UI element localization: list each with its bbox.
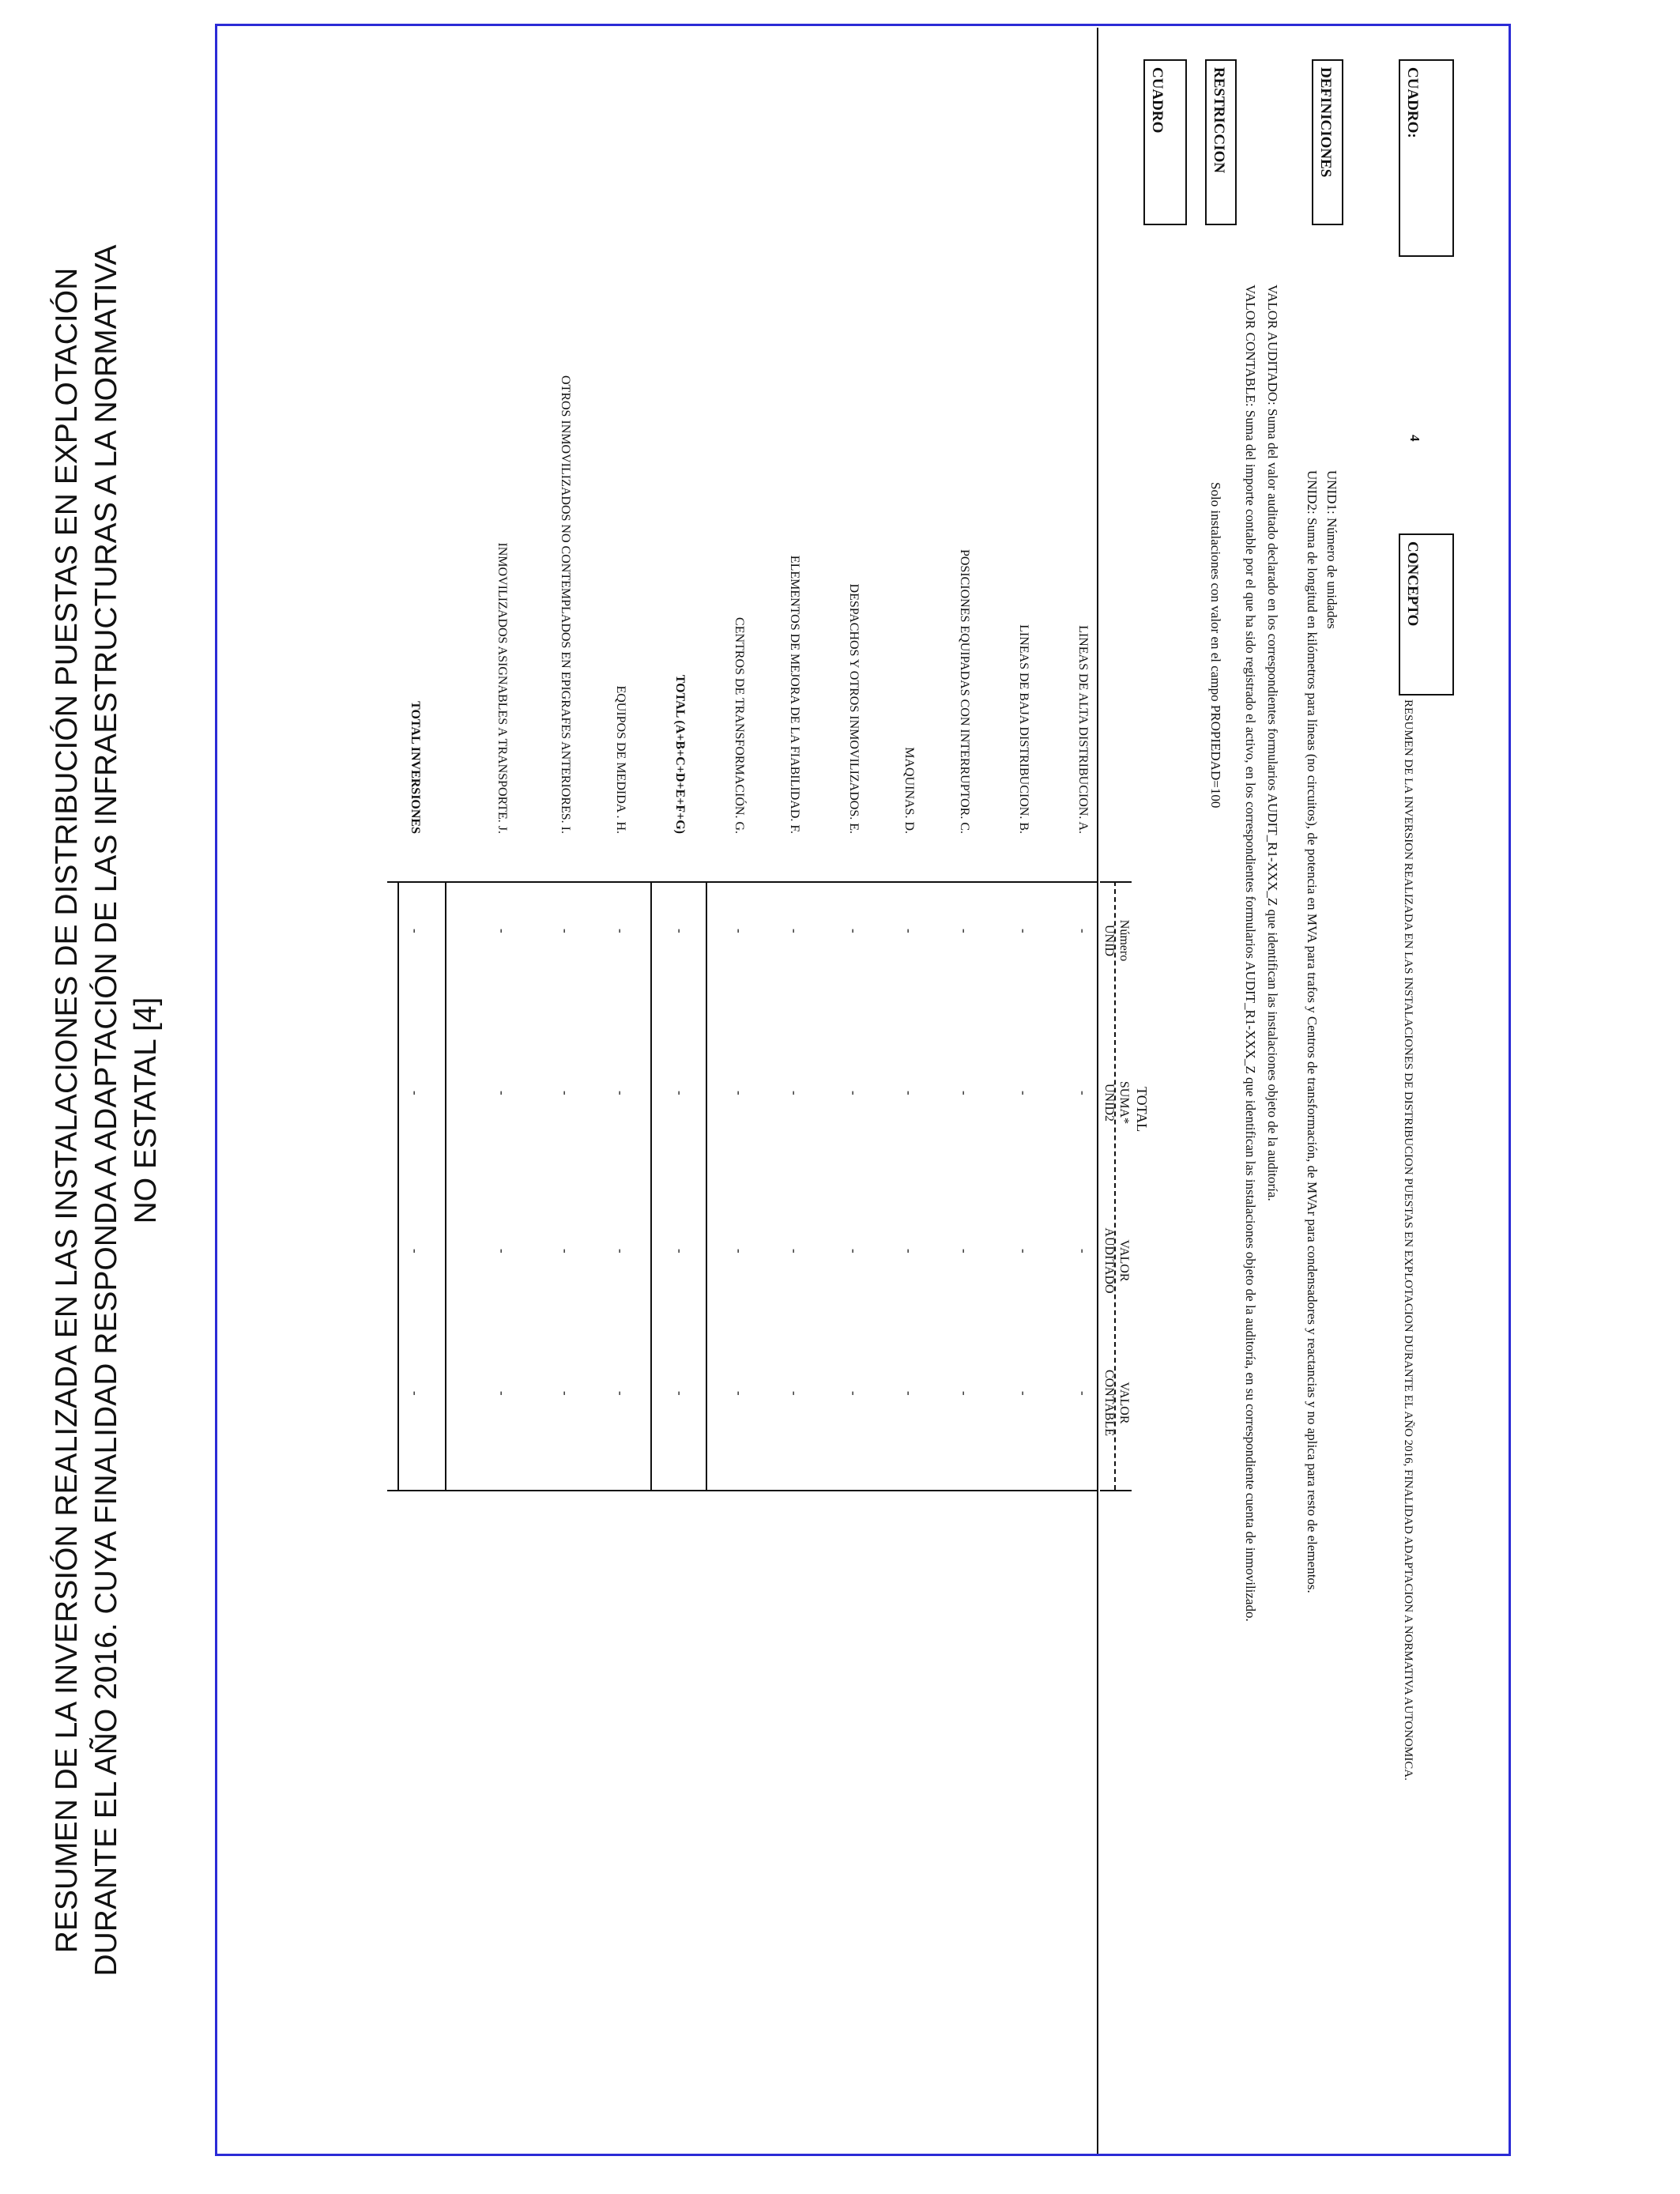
- row-value-cell: -: [495, 1091, 510, 1095]
- col-header-unid-bottom: UNID: [1102, 925, 1116, 956]
- row-value-cell: -: [902, 929, 917, 933]
- row-value-cell: -: [957, 1391, 972, 1396]
- row-value-cell: -: [732, 929, 747, 933]
- col-header-contable-bottom: CONTABLE: [1102, 1369, 1116, 1437]
- row-value-cell: -: [613, 929, 628, 933]
- row-value-cell: -: [732, 1091, 747, 1095]
- page-title: [32, 51, 182, 2169]
- row-value-cell: -: [1016, 929, 1031, 933]
- row-value-cell: -: [846, 1249, 861, 1253]
- row-value-cell: -: [846, 1091, 861, 1095]
- table-column-rule: [387, 881, 1098, 883]
- table-top-tick-right: [1100, 1490, 1132, 1491]
- row-label: INMOVILIZADOS ASIGNABLES A TRANSPORTE. J.: [495, 542, 509, 834]
- row-value-cell: -: [558, 1391, 573, 1396]
- row-label: OTROS INMOVILIZADOS NO CONTEMPLADOS EN EPIGRAFES ANTERIORES. I.: [559, 375, 572, 834]
- page-title-line-3: NO ESTATAL [4]: [129, 997, 163, 1224]
- row-value-cell: -: [495, 1249, 510, 1253]
- row-value-cell: -: [732, 1249, 747, 1253]
- definition-unid1: UNID1: Número de unidades: [1324, 470, 1339, 629]
- cuadro-label-box: [1399, 59, 1454, 257]
- row-value-cell: -: [408, 1091, 423, 1095]
- col-header-unid-top: Número: [1117, 919, 1131, 962]
- form-sheet: [223, 28, 1509, 2154]
- row-value-cell: -: [1075, 929, 1090, 933]
- restriccion-text: Solo instalaciones con valor en el campo PROPIEDAD=100: [1208, 482, 1223, 809]
- restriccion-label-box: [1205, 59, 1237, 225]
- row-value-cell: -: [787, 1391, 802, 1396]
- table-separator-rule: [650, 881, 652, 1490]
- row-value-cell: -: [902, 1249, 917, 1253]
- row-value-cell: -: [787, 929, 802, 933]
- row-value-cell: -: [558, 929, 573, 933]
- col-header-unid2: [1102, 1043, 1132, 1162]
- row-value-cell: -: [1016, 1391, 1031, 1396]
- row-label: POSICIONES EQUIPADAS CON INTERRUPTOR. C.: [958, 548, 971, 834]
- definiciones-label-box: [1312, 59, 1343, 225]
- row-label: TOTAL (A+B+C+D+E+F+G): [673, 674, 687, 834]
- cuadro-table-label-box: [1143, 59, 1187, 225]
- row-label: ELEMENTOS DE MEJORA DE LA FIABILIDAD. F.: [788, 555, 801, 834]
- row-value-cell: -: [732, 1391, 747, 1396]
- row-label: MAQUINAS. D.: [902, 747, 916, 834]
- row-label: LINEAS DE BAJA DISTRIBUCION. B.: [1017, 624, 1030, 834]
- page-title-line-1: RESUMEN DE LA INVERSIÓN REALIZADA EN LAS INSTALACIONES DE DISTRIBUCIÓN PUESTAS EN EXPLOTACIÓN: [50, 267, 84, 1954]
- row-value-cell: -: [672, 929, 687, 933]
- col-header-auditado: [1102, 1201, 1132, 1320]
- total-group-header: TOTAL: [1134, 1087, 1150, 1133]
- col-header-unid2-bottom: UNID2: [1102, 1084, 1116, 1122]
- row-value-cell: -: [613, 1249, 628, 1253]
- row-label: TOTAL INVERSIONES: [409, 701, 422, 834]
- row-value-cell: -: [408, 1391, 423, 1396]
- row-label: EQUIPOS DE MEDIDA . H.: [614, 685, 627, 834]
- row-value-cell: -: [1075, 1249, 1090, 1253]
- row-value-cell: -: [613, 1391, 628, 1396]
- table-top-rule: [1097, 28, 1098, 2154]
- definition-valor-contable: VALOR CONTABLE: Suma del importe contable por el que ha sido registrado el activo, en los correspondientes formularios AUDIT_R1-XXX_Z que identifican las instalaciones objeto de la auditoría, en su correspondiente cuenta de inmovilizado.: [1243, 285, 1258, 1622]
- row-label: DESPACHOS Y OTROS INMOVILIZADOS. E.: [847, 583, 861, 834]
- row-value-cell: -: [787, 1249, 802, 1253]
- row-value-cell: -: [957, 929, 972, 933]
- row-value-cell: -: [558, 1091, 573, 1095]
- row-value-cell: -: [672, 1391, 687, 1396]
- header-dashed-rule: [1114, 881, 1116, 1490]
- row-value-cell: -: [902, 1391, 917, 1396]
- row-value-cell: -: [1016, 1249, 1031, 1253]
- row-value-cell: -: [408, 1249, 423, 1253]
- row-value-cell: -: [1075, 1391, 1090, 1396]
- row-value-cell: -: [1016, 1091, 1031, 1095]
- table-separator-rule: [706, 881, 707, 1490]
- row-value-cell: -: [957, 1091, 972, 1095]
- row-value-cell: -: [613, 1091, 628, 1095]
- table-separator-rule: [445, 881, 446, 1490]
- row-value-cell: -: [1075, 1091, 1090, 1095]
- page-title-line-2: DURANTE EL AÑO 2016. CUYA FINALIDAD RESPONDA A ADAPTACIÓN DE LAS INFRAESTRUCTURAS A LA NORMATIVA: [89, 244, 123, 1977]
- definition-valor-auditado: VALOR AUDITADO: Suma del valor auditado declarado en los correspondientes formularios AUDIT_R1-XXX_Z que identifican las instalaciones objeto de la auditoría.: [1265, 285, 1280, 1201]
- table-separator-rule: [397, 881, 399, 1490]
- concepto-text: RESUMEN DE LA INVERSION REALIZADA EN LAS INSTALACIONES DE DISTRIBUCION PUESTAS EN EXPLOTACION DURANTE EL AÑO 2016, FINALIDAD ADAPTACION A NORMATIVA AUTONOMICA.: [1402, 699, 1414, 1781]
- row-value-cell: -: [558, 1249, 573, 1253]
- col-header-auditado-top: VALOR: [1117, 1239, 1131, 1282]
- cuadro-label: CUADRO:: [1404, 67, 1421, 138]
- col-header-contable-top: VALOR: [1117, 1382, 1131, 1424]
- row-value-cell: -: [846, 929, 861, 933]
- cuadro-table-label: CUADRO: [1149, 67, 1166, 134]
- row-value-cell: -: [495, 1391, 510, 1396]
- cuadro-value: 4: [1407, 435, 1422, 442]
- row-label: CENTROS DE TRANSFORMACIÓN. G.: [733, 617, 746, 834]
- col-header-unid2-top: SUMA*: [1117, 1080, 1131, 1125]
- row-value-cell: -: [495, 929, 510, 933]
- col-header-contable: [1102, 1344, 1132, 1462]
- row-value-cell: -: [408, 929, 423, 933]
- row-value-cell: -: [957, 1249, 972, 1253]
- row-value-cell: -: [672, 1091, 687, 1095]
- row-value-cell: -: [846, 1391, 861, 1396]
- definition-unid2: UNID2: Suma de longitud en kilómetros para líneas (no circuitos), de potencia en MVA para trafos y Centros de transformación, de MVAr para condensadores y reactancias y no aplica para resto de elementos.: [1305, 470, 1320, 1593]
- concepto-label-box: [1399, 533, 1454, 696]
- row-value-cell: -: [787, 1091, 802, 1095]
- row-value-cell: -: [672, 1249, 687, 1253]
- table-top-tick-left: [1100, 881, 1132, 883]
- col-header-auditado-bottom: AUDITADO: [1102, 1227, 1116, 1294]
- restriccion-label: RESTRICCION: [1211, 67, 1227, 174]
- row-value-cell: -: [902, 1091, 917, 1095]
- col-header-unid: [1102, 881, 1132, 1000]
- definiciones-label: DEFINICIONES: [1317, 67, 1334, 178]
- table-column-rule: [387, 1490, 1098, 1491]
- row-label: LINEAS DE ALTA DISTRIBUCION. A.: [1076, 625, 1090, 834]
- concepto-label: CONCEPTO: [1404, 541, 1421, 627]
